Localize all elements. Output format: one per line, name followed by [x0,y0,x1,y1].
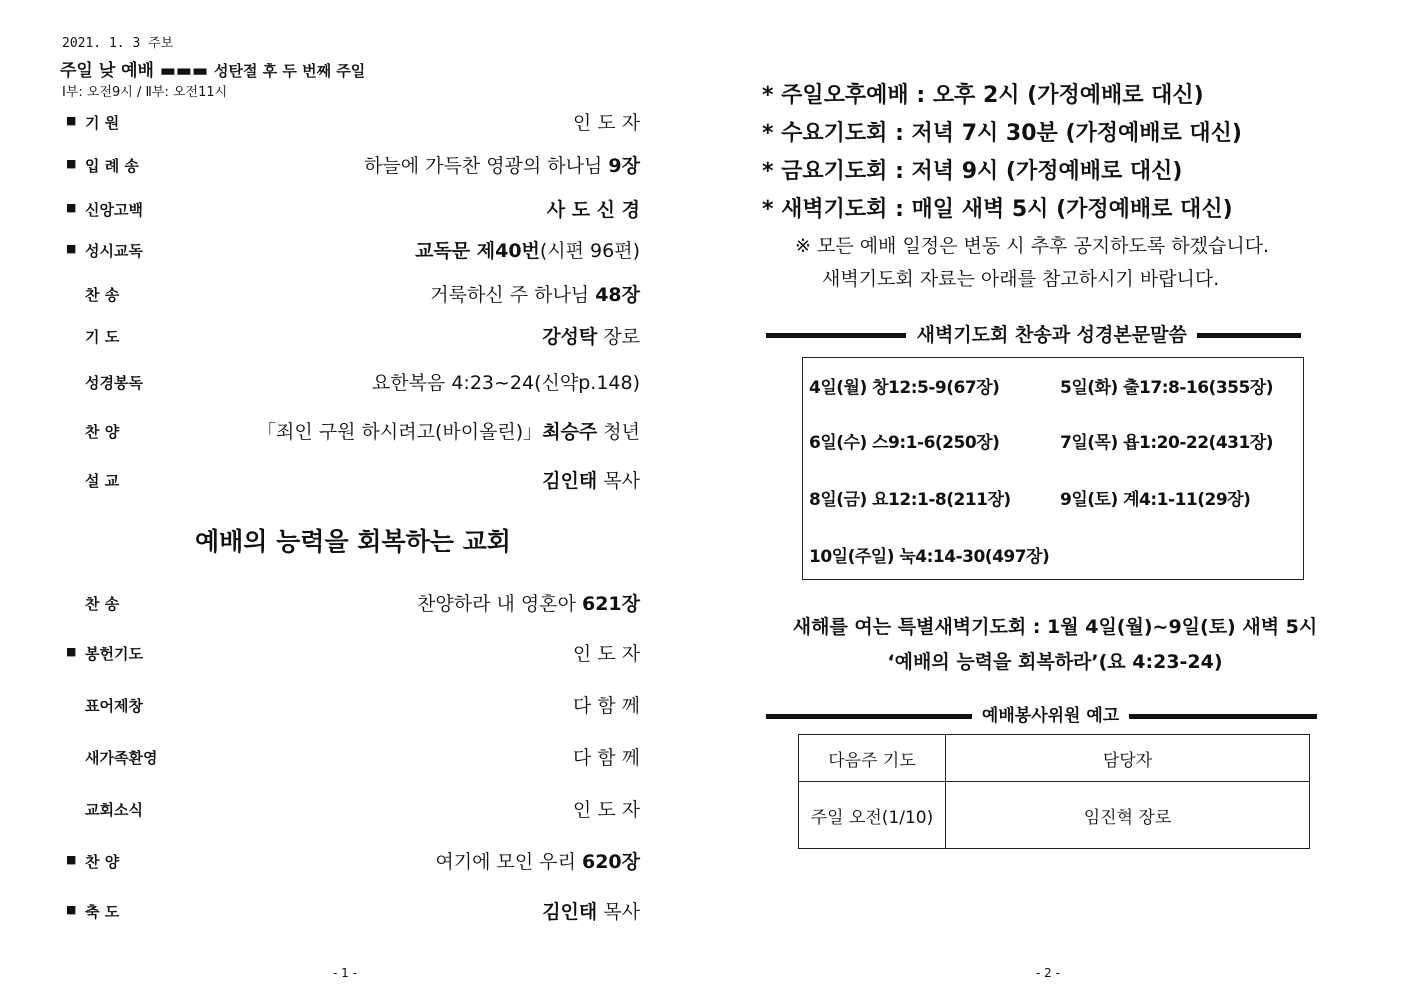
dawn-day-5: 5일(화) 출17:8-16(355장) [1060,378,1273,398]
worship-item [60,106,640,136]
worship-item-label: 기 원 [85,114,120,132]
service-subtitle: 성탄절 후 두 번째 주일 [213,62,366,80]
bullet-icon: ■ [66,903,77,916]
worship-item-value [542,322,640,349]
worship-item [60,587,640,617]
bullet-icon: ■ [66,157,77,170]
title-separator: ▬▬▬ [159,61,209,81]
worship-item-label: 기 도 [85,328,120,346]
worship-item [60,895,640,925]
worship-item-label: 새가족환영 [85,749,158,767]
value-part: 다 함 께 [572,695,640,717]
worship-item-value [417,589,640,616]
worship-item [60,278,640,308]
dawn-day-7: 7일(목) 욥1:20-22(431장) [1060,433,1273,453]
value-part: 찬양하라 내 영혼아 [417,593,582,615]
value-part: 목사 [597,901,640,923]
table-header-row [799,735,1310,782]
worship-item-value [372,368,640,395]
bullet-icon: ■ [66,201,77,214]
bullet-icon: ■ [66,114,77,127]
value-part: 목사 [597,470,640,492]
dawn-banner-text: 새벽기도회 찬송과 성경본문말씀 [916,324,1187,346]
worship-item-label: 성시교독 [85,242,143,260]
banner-bar-left [766,714,972,719]
page-number-2: - 2 - [1036,966,1060,980]
worship-item [60,741,640,771]
value-part: 교독문 제40번 [415,240,540,262]
table-cell: 임진혁 장로 [946,782,1310,849]
worship-item [60,845,640,875]
worship-item-label: 축 도 [85,903,120,921]
special-dawn-prayer: 새해를 여는 특별새벽기도회 : 1월 4일(월)~9일(토) 새벽 5시 [792,616,1318,638]
worship-item-value [257,417,640,444]
dawn-schedule-box [802,357,1304,580]
worship-item-value [573,108,640,135]
service-title-text: 주일 낮 예배 [60,61,154,81]
worship-item [60,366,640,396]
worship-item [60,637,640,667]
worship-item [60,320,640,350]
worship-item-value [573,639,640,666]
worship-item-value [542,897,640,924]
worship-item-label: 찬 송 [85,286,120,304]
duty-banner-text: 예배봉사위원 예고 [981,706,1120,726]
value-part: 최승주 [542,421,598,443]
worship-item-value [435,847,640,874]
dawn-day-8: 8일(금) 요12:1-8(211장) [809,490,1011,510]
notice-friday: * 금요기도회 : 저녁 9시 (가정예배로 대신) [762,159,1183,184]
value-part: 48장 [595,284,640,306]
worship-item-value [573,795,640,822]
value-part: 인 도 자 [572,643,640,665]
value-part: 인 도 자 [572,799,640,821]
notice-note-2: 새벽기도회 자료는 아래를 참고하시기 바랍니다. [822,268,1220,290]
duty-table [798,734,1310,849]
value-part: 621장 [581,593,640,615]
worship-item-label: 입 례 송 [85,157,139,175]
value-part: 9장 [608,155,640,177]
value-part: 620장 [581,851,640,873]
worship-item-label: 신앙고백 [85,201,143,219]
bullet-icon: ■ [66,645,77,658]
table-header-cell: 다음주 기도 [799,735,946,782]
value-part: 하늘에 가득찬 영광의 하나님 [364,155,609,177]
notice-note-1: ※ 모든 예배 일정은 변동 시 추후 공지하도록 하겠습니다. [795,235,1270,257]
worship-item-value [547,195,640,222]
value-part: 강성탁 [542,326,598,348]
worship-item-value [430,280,640,307]
worship-item-value [415,236,640,263]
bulletin-date: 2021. 1. 3 주보 [62,36,174,51]
dawn-day-10: 10일(주일) 눅4:14-30(497장) [809,547,1050,567]
value-part: 다 함 께 [572,747,640,769]
value-part: 인 도 자 [572,112,640,134]
value-part: 요한복음 4:23~24(신약p.148) [371,372,640,394]
worship-item-label: 성경봉독 [85,374,143,392]
worship-item-value [364,151,640,178]
banner-bar-right [1129,714,1317,719]
value-part: 장로 [597,326,640,348]
bullet-icon: ■ [66,853,77,866]
banner-bar-left [766,333,906,338]
notice-sunday-afternoon: * 주일오후예배 : 오후 2시 (가정예배로 대신) [762,83,1204,108]
worship-item-label: 찬 양 [85,853,120,871]
worship-item [60,193,640,223]
service-times: Ⅰ부: 오전9시 / Ⅱ부: 오전11시 [62,85,228,100]
dawn-day-6: 6일(수) 스9:1-6(250장) [809,433,1000,453]
worship-item-label: 찬 송 [85,595,120,613]
worship-item [60,149,640,179]
value-part: 김인태 [542,470,598,492]
worship-item [60,464,640,494]
table-header-cell: 담당자 [946,735,1310,782]
notice-dawn: * 새벽기도회 : 매일 새벽 5시 (가정예배로 대신) [762,197,1233,222]
service-title [60,56,365,81]
dawn-banner [762,320,1305,347]
value-part: 여기에 모인 우리 [435,851,582,873]
special-dawn-theme: ‘예배의 능력을 회복하라’(요 4:23-24) [887,651,1223,673]
duty-banner [762,701,1321,726]
bullet-icon: ■ [66,242,77,255]
table-row [799,782,1310,849]
worship-item [60,234,640,264]
value-part: 김인태 [542,901,598,923]
worship-item-value [542,466,640,493]
banner-bar-right [1197,333,1301,338]
worship-item [60,689,640,719]
sermon-title: 예배의 능력을 회복하는 교회 [195,527,511,556]
value-part: 청년 [597,421,640,443]
page-number-1: - 1 - [333,966,357,980]
value-part: 거룩하신 주 하나님 [430,284,596,306]
worship-item [60,793,640,823]
worship-item-label: 봉헌기도 [85,645,143,663]
worship-item-label: 찬 양 [85,423,120,441]
worship-item [60,415,640,445]
value-part: (시편 96편) [539,240,640,262]
value-part: 사 도 신 경 [546,199,640,221]
worship-item-label: 표어제창 [85,697,143,715]
worship-item-label: 설 교 [85,472,120,490]
value-part: 「죄인 구원 하시려고(바이올린)」 [257,421,543,443]
worship-item-value [573,743,640,770]
notice-wednesday: * 수요기도회 : 저녁 7시 30분 (가정예배로 대신) [762,121,1242,146]
worship-item-value [573,691,640,718]
worship-item-label: 교회소식 [85,801,143,819]
table-cell: 주일 오전(1/10) [799,782,946,849]
dawn-day-4: 4일(월) 창12:5-9(67장) [809,378,1000,398]
dawn-day-9: 9일(토) 계4:1-11(29장) [1060,490,1251,510]
